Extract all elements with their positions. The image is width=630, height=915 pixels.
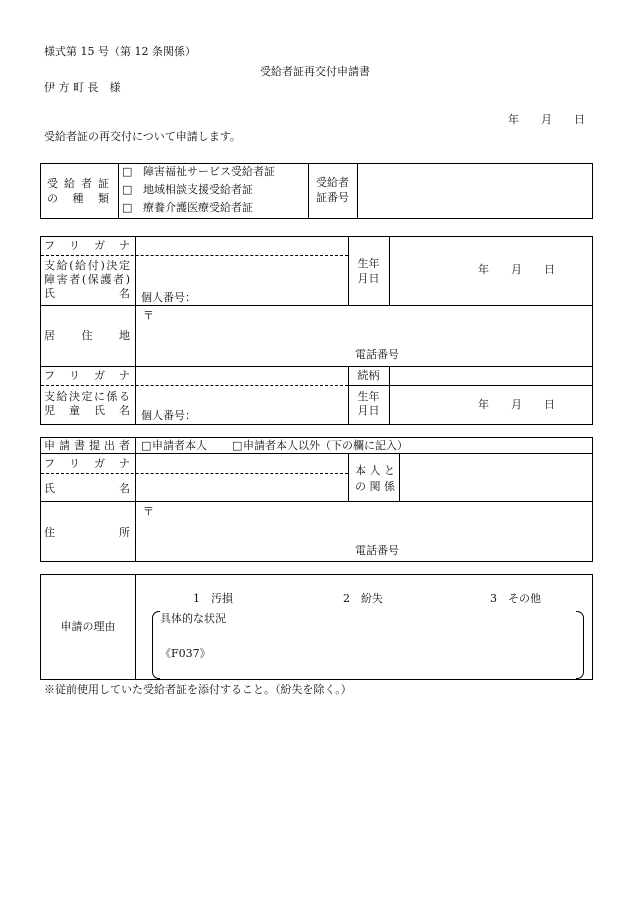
intro-text: 受給者証の再交付について申請します。 xyxy=(44,130,241,143)
applicant-relation-label-line2: の 関 係 xyxy=(355,480,395,493)
relation-field[interactable] xyxy=(390,367,592,385)
recipient-phone-label: 電話番号 xyxy=(355,348,399,361)
recipient-name-field[interactable] xyxy=(136,256,348,292)
child-birth-label-line2: 月日 xyxy=(357,404,380,417)
recipient-birth-date[interactable]: 年 月 日 xyxy=(478,263,555,276)
reason-label: 申請の理由 xyxy=(60,620,116,633)
divider xyxy=(389,237,390,305)
details-field[interactable] xyxy=(160,627,574,675)
certificate-number-label-line2: 証番号 xyxy=(316,191,349,204)
child-my-number-label: 個人番号： xyxy=(141,409,196,422)
certificate-number-field[interactable] xyxy=(358,164,592,218)
applicant-furigana-field[interactable] xyxy=(136,454,348,473)
reason-option-loss[interactable]: 2 紛失 xyxy=(343,592,383,605)
applicant-address-field[interactable] xyxy=(136,502,592,540)
certificate-type-table xyxy=(40,163,593,219)
applicant-name-label: 氏 名 xyxy=(44,482,130,495)
recipient-address-label: 居 住 地 xyxy=(44,329,130,342)
applicant-relation-field[interactable] xyxy=(400,454,592,501)
divider xyxy=(348,385,592,386)
divider xyxy=(308,164,309,218)
certificate-type-label-line1: 受 給 者 証 xyxy=(47,177,109,190)
applicant-address-label: 住 所 xyxy=(44,526,130,539)
applicant-table xyxy=(40,437,593,562)
recipient-my-number-label: 個人番号： xyxy=(141,291,196,304)
applicant-name-field[interactable] xyxy=(136,474,348,501)
certificate-option-label: 障害福祉サービス受給者証 xyxy=(143,165,275,178)
certificate-option-label: 療養介護医療受給者証 xyxy=(143,201,253,214)
child-name-label-line2: 児 童 氏 名 xyxy=(44,404,130,417)
checkbox-icon[interactable]: □ xyxy=(122,183,133,196)
child-name-label-line1: 支給決定に係る xyxy=(44,390,130,403)
recipient-name-label-line1: 支給(給付)決定 xyxy=(44,259,130,272)
details-code: 《F037》 xyxy=(160,647,211,660)
child-birth-label-line1: 生年 xyxy=(357,390,380,403)
child-name-field[interactable] xyxy=(136,386,348,408)
form-number: 様式第 15 号（第 12 条関係） xyxy=(44,45,196,58)
certificate-number-label-line1: 受給者 xyxy=(316,176,349,189)
recipient-birth-label-line1: 生年 xyxy=(357,257,380,270)
divider xyxy=(118,164,119,218)
postal-mark: 〒 xyxy=(143,505,154,518)
recipient-name-label-line3: 氏 名 xyxy=(44,287,130,300)
checkbox-icon[interactable]: □ xyxy=(141,439,152,452)
recipient-furigana-field[interactable] xyxy=(136,237,348,255)
certificate-type-label-line2: の 種 類 xyxy=(47,192,109,205)
divider xyxy=(348,453,349,501)
submitter-option-label: 申請者本人 xyxy=(152,439,207,452)
applicant-furigana-label: フ リ ガ ナ xyxy=(44,457,130,470)
left-bracket xyxy=(152,611,160,679)
postal-mark: 〒 xyxy=(143,309,154,322)
submitter-option-label: 申請者本人以外（下の欄に記入） xyxy=(243,439,408,452)
footer-note: ※従前使用していた受給者証を添付すること。（紛失を除く。） xyxy=(44,683,352,696)
checkbox-icon[interactable]: □ xyxy=(232,439,243,452)
reason-option-damage[interactable]: 1 汚損 xyxy=(193,592,233,605)
applicant-phone-label: 電話番号 xyxy=(355,544,399,557)
reason-table xyxy=(40,574,593,680)
relation-label: 続柄 xyxy=(357,369,380,382)
child-furigana-label: フ リ ガ ナ xyxy=(44,369,130,382)
applicant-relation-label-line1: 本 人 と xyxy=(355,464,395,477)
application-date[interactable]: 年 月 日 xyxy=(508,113,585,126)
right-bracket xyxy=(576,611,584,679)
addressee: 伊 方 町 長 様 xyxy=(44,81,121,94)
recipient-name-label-line2: 障害者(保護者) xyxy=(44,273,130,286)
child-furigana-field[interactable] xyxy=(136,367,348,385)
details-label: 具体的な状況 xyxy=(160,612,226,625)
divider xyxy=(135,575,136,679)
submitter-label: 申 請 書 提 出 者 xyxy=(44,439,130,452)
checkbox-icon[interactable]: □ xyxy=(122,201,133,214)
checkbox-icon[interactable]: □ xyxy=(122,165,133,178)
recipient-furigana-label: フ リ ガ ナ xyxy=(44,239,130,252)
certificate-option-label: 地域相談支援受給者証 xyxy=(143,183,253,196)
recipient-birth-label-line2: 月日 xyxy=(357,272,380,285)
recipient-address-field[interactable] xyxy=(136,306,592,346)
child-birth-date[interactable]: 年 月 日 xyxy=(478,398,555,411)
divider xyxy=(348,237,349,305)
reason-option-other[interactable]: 3 その他 xyxy=(490,592,541,605)
recipient-table xyxy=(40,236,593,425)
form-title: 受給者証再交付申請書 xyxy=(260,65,370,78)
